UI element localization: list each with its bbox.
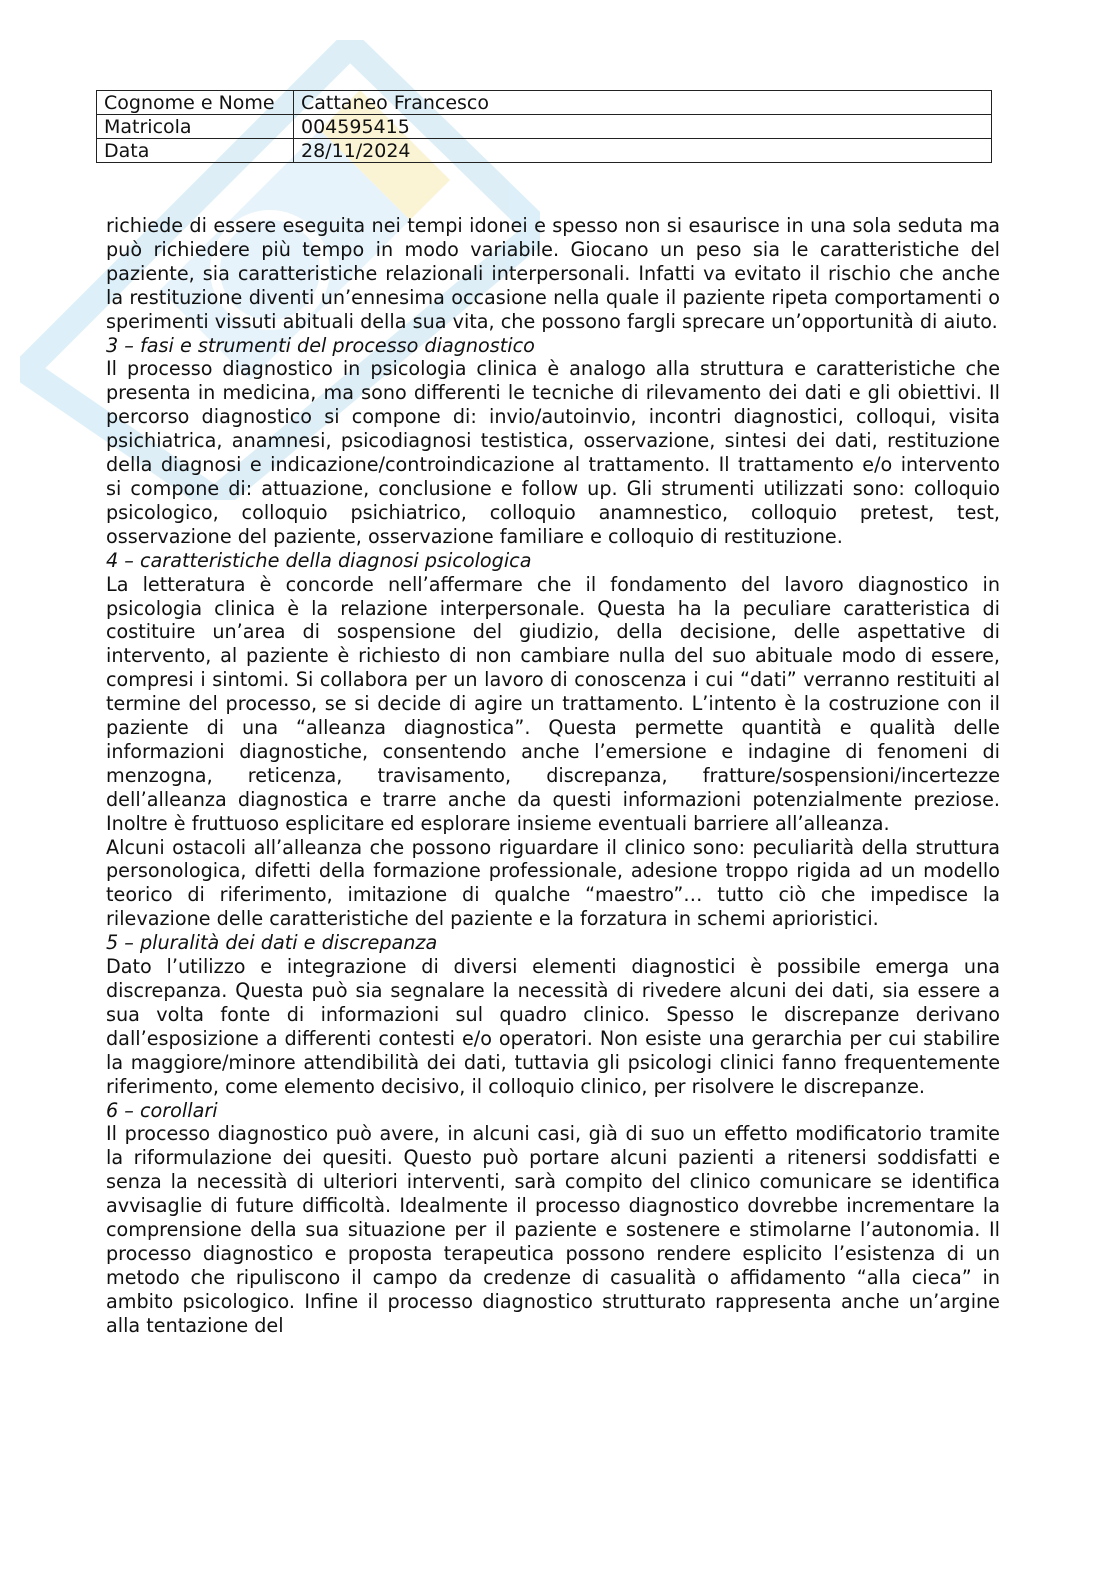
paragraph-section-5: Dato l’utilizzo e integrazione di diversi elementi diagnostici è possibile emerga una discrepanza. Questa può sia segnalare la necessità di rivedere alcuni dei dati, sia essere a sua volta fonte di informazioni sul quadro clinico. Spesso le discrepanze derivano dall’esposizione a differenti contesti e/o operatori. Non esiste una gerarchia per cui stabilire la maggiore/minore attendibilità dei dati, tuttavia gli psicologi clinici fanno frequentemente riferimento, come elemento decisivo, il colloquio clinico, per risolvere le discrepanze.: [106, 955, 1000, 1098]
section-heading-5: 5 – pluralità dei dati e discrepanza: [106, 931, 438, 955]
name-label: Cognome e Nome: [97, 91, 294, 115]
table-row: [97, 139, 992, 163]
name-value: Cattaneo Francesco: [294, 91, 992, 115]
paragraph-section-4a: La letteratura è concorde nell’affermare che il fondamento del lavoro diagnostico in psicologia clinica è la relazione interpersonale. Questa ha la peculiare caratteristica di costituire un’area di sospensione del giudizio, della decisione, delle aspettative di intervento, al paziente è richiesto di non cambiare nulla del suo abituale modo di essere, compresi i sintomi. Si collabora per un lavoro di conoscenza i cui “dati” verranno restituiti al termine del processo, se si decide di agire un trattamento. L’intento è la costruzione con il paziente di una “alleanza diagnostica”. Questa permette quantità e qualità delle informazioni diagnostiche, consentendo anche l’emersione e indagine di fenomeni di menzogna, reticenza, travisamento, discrepanza, fratture/sospensioni/incertezze dell’alleanza diagnostica e trarre anche da questi informazioni potenzialmente preziose. Inoltre è fruttuoso esplicitare ed esplorare insieme eventuali barriere all’alleanza.: [106, 572, 1000, 835]
paragraph-section-4b: Alcuni ostacoli all’alleanza che possono riguardare il clinico sono: peculiarità della struttura personologica, difetti della formazione professionale, adesione troppo rigida ad un modello teorico di riferimento, imitazione di qualche “maestro”… tutto ciò che impedisce la rilevazione delle caratteristiche del paziente e la forzatura in schemi aprioristici.: [106, 835, 1000, 931]
paragraph-intro: richiede di essere eseguita nei tempi idonei e spesso non si esaurisce in una sola seduta ma può richiedere più tempo in modo variabile. Giocano un peso sia le caratteristiche del paziente, sia caratteristiche relazionali interpersonali. Infatti va evitato il rischio che anche la restituzione diventi un’ennesima occasione nella quale il paziente ripeta comportamenti o sperimenti vissuti abituali della sua vita, che possono fargli sprecare un’opportunità di aiuto.: [106, 214, 1000, 333]
table-row: [97, 115, 992, 139]
matricola-value: 004595415: [294, 115, 992, 139]
document-body: [106, 214, 1000, 1338]
paragraph-section-3: Il processo diagnostico in psicologia clinica è analogo alla struttura e caratteristiche che presenta in medicina, ma sono differenti le tecniche di rilevamento dei dati e gli obiettivi. Il percorso diagnostico si compone di: invio/autoinvio, incontri diagnostici, colloqui, visita psichiatrica, anamnesi, psicodiagnosi testistica, osservazione, sintesi dei dati, restituzione della diagnosi e indicazione/controindicazione al trattamento. Il trattamento e/o intervento si compone di: attuazione, conclusione e follow up. Gli strumenti utilizzati sono: colloquio psicologico, colloquio psichiatrico, colloquio anamnestico, colloquio pretest, test, osservazione del paziente, osservazione familiare e colloquio di restituzione.: [106, 357, 1000, 548]
section-heading-6: 6 – corollari: [106, 1098, 218, 1122]
table-row: [97, 91, 992, 115]
date-label: Data: [97, 139, 294, 163]
matricola-label: Matricola: [97, 115, 294, 139]
section-heading-3: 3 – fasi e strumenti del processo diagnostico: [106, 333, 535, 357]
date-value: 28/11/2024: [294, 139, 992, 163]
paragraph-section-6: Il processo diagnostico può avere, in alcuni casi, già di suo un effetto modificatorio tramite la riformulazione dei quesiti. Questo può portare alcuni pazienti a ritenersi soddisfatti e senza la necessità di ulteriori interventi, sarà compito del clinico comunicare se identifica avvisaglie di future difficoltà. Idealmente il processo diagnostico dovrebbe incrementare la comprensione della sua situazione per il paziente e sostenere e stimolarne l’autonomia. Il processo diagnostico e proposta terapeutica possono rendere esplicito l’esistenza di un metodo che ripuliscono il campo da credenze di casualità o affidamento “alla cieca” in ambito psicologico. Infine il processo diagnostico strutturato rappresenta anche un’argine alla tentazione del: [106, 1122, 1000, 1337]
student-info-table: [96, 90, 992, 163]
section-heading-4: 4 – caratteristiche della diagnosi psicologica: [106, 548, 532, 572]
